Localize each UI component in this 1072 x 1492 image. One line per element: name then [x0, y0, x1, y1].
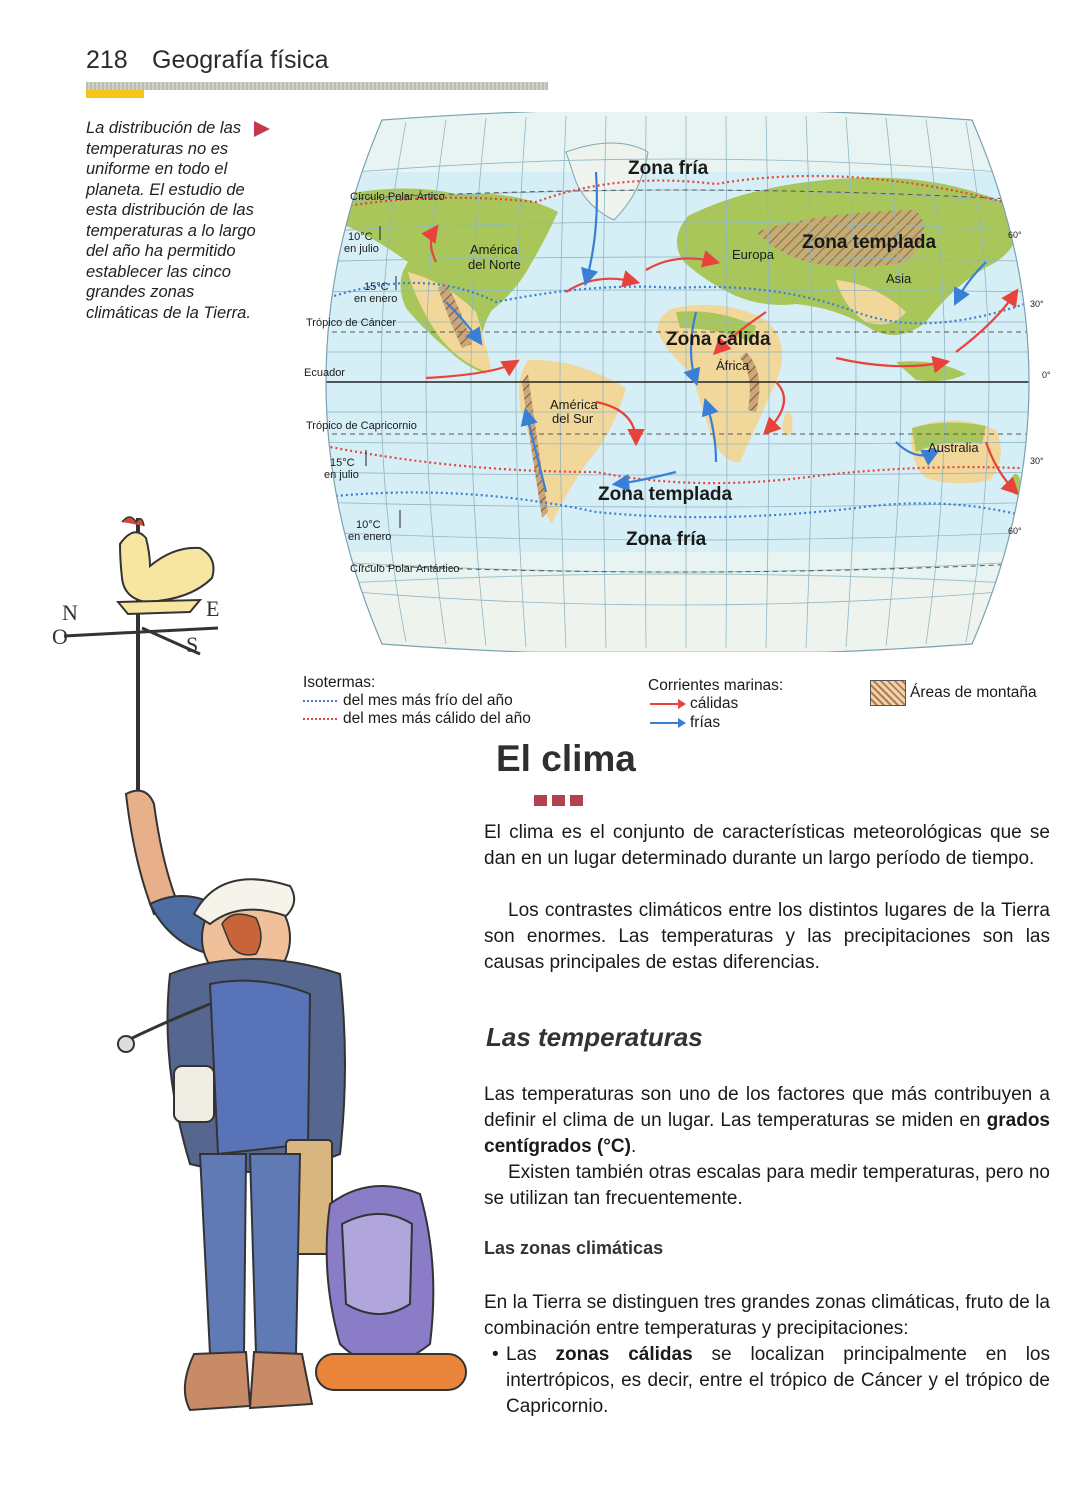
zone-label-north-temperate: Zona templada	[802, 232, 937, 253]
legend-current-cold-label: frías	[690, 714, 721, 731]
lat-label-s60: 60°	[1008, 526, 1022, 536]
zone-label-warm: Zona cálida	[666, 329, 771, 350]
isotherm-tag-s-jan-label: en enero	[348, 531, 392, 543]
bullet-icon: •	[492, 1344, 499, 1365]
label-north-america-2: del Norte	[468, 257, 521, 272]
svg-text:O: O	[52, 624, 68, 649]
svg-text:S: S	[186, 632, 199, 657]
legend-warm-dotline-icon	[303, 718, 337, 720]
label-tropic-capricorn: Trópico de Capricornio	[306, 420, 417, 432]
temperatures-paragraph-2: Existen también otras escalas para medir temperaturas, pero no se utilizan tan frecuentemente.	[484, 1162, 1050, 1209]
lat-label-s30: 30°	[1030, 456, 1044, 466]
legend-isotherm-cold-label: del mes más frío del año	[343, 692, 513, 709]
climate-zones-paragraph: En la Tierra se distinguen tres grandes zonas climáticas, fruto de la combinación entre temperaturas y precipitaciones:	[484, 1292, 1050, 1339]
temperatures-heading: Las temperaturas	[486, 1022, 703, 1052]
legend-isotherms-title: Isotermas:	[303, 674, 376, 691]
climate-zones-heading: Las zonas climáticas	[484, 1238, 664, 1258]
label-asia: Asia	[886, 271, 912, 286]
zone-label-north-cold: Zona fría	[628, 158, 709, 179]
map-caption: La distribución de las temperaturas no es uniforme en todo el planeta. El estudio de esta distribución de las temperaturas a lo largo del año ha permitido establecer las cinco grandes zonas climáticas de la Tierra.	[86, 119, 256, 322]
bullet-bold-term: zonas cálidas	[555, 1344, 693, 1365]
page-number: 218	[86, 46, 128, 74]
legend-currents-title: Corrientes marinas:	[648, 677, 784, 694]
label-south-america-1: América	[550, 397, 598, 412]
isotherm-tag-s-july-label: en julio	[324, 469, 359, 481]
label-australia: Australia	[928, 440, 979, 455]
caption-arrow-icon	[254, 121, 270, 137]
legend-isotherm-cold	[303, 692, 513, 710]
legend-cold-dotline-icon	[303, 700, 337, 702]
svg-text:N: N	[62, 600, 78, 625]
bullet-text-start: Las	[506, 1344, 556, 1365]
label-north-america-1: América	[470, 242, 518, 257]
intro-paragraph-1: El clima es el conjunto de características meteorológicas que se dan en un lugar determinado durante un largo período de tiempo.	[484, 822, 1050, 869]
legend-mountain-swatch-icon	[870, 680, 906, 706]
header-rule	[86, 82, 548, 90]
lat-label-n60: 60°	[1008, 230, 1022, 240]
rooster-shape	[120, 532, 214, 602]
legend-isotherm-warm-label: del mes más cálido del año	[343, 710, 531, 727]
temperatures-paragraph-1	[484, 1082, 1050, 1160]
legend-current-warm	[650, 695, 738, 713]
svg-text:E: E	[206, 596, 220, 621]
isotherm-tag-n-july-label: en julio	[344, 243, 379, 255]
isotherm-tag-s-july-temp: 15°C	[330, 457, 355, 469]
temperatures-p1-end: .	[630, 1136, 637, 1157]
intro-paragraph-2: Los contrastes climáticos entre los distintos lugares de la Tierra son enormes. Las temperaturas y las precipitaciones son las causas principales de estas diferencias.	[484, 900, 1050, 973]
label-south-america-2: del Sur	[552, 411, 594, 426]
zone-label-south-temperate: Zona templada	[598, 484, 733, 505]
temperatures-unit-bold: grados centígrados (°C)	[484, 1110, 1050, 1157]
main-title: El clima	[496, 738, 636, 779]
legend-warm-arrow-icon	[650, 703, 684, 705]
bullet-text-end: se localizan principalmente en los intertrópicos, es decir, entre el trópico de Cáncer y el trópico de Capricornio.	[506, 1344, 1050, 1417]
temperatures-p1-text: Las temperaturas son uno de los factores que más contribuyen a definir el clima de un lugar. Las temperaturas se miden en	[484, 1084, 1050, 1131]
zone-label-south-cold: Zona fría	[626, 529, 707, 550]
header-accent-bar	[86, 90, 144, 98]
isotherm-tag-s-jan-temp: 10°C	[356, 519, 381, 531]
section-title: Geografía física	[152, 46, 329, 74]
isotherm-tag-n-jan-label: en enero	[354, 293, 398, 305]
isotherm-tag-n-july-temp: 10°C	[348, 231, 373, 243]
legend-cold-arrow-icon	[650, 722, 684, 724]
label-tropic-cancer: Trópico de Cáncer	[306, 317, 397, 329]
lat-label-eq: 0°	[1042, 370, 1051, 380]
legend-isotherm-warm	[303, 710, 531, 728]
label-antarctic-circle: Círculo Polar Antártico	[350, 563, 460, 575]
title-decoration	[534, 793, 588, 811]
legend-mountains-label: Áreas de montaña	[910, 684, 1037, 701]
label-arctic-circle: Círculo Polar Ártico	[350, 191, 445, 203]
label-europe: Europa	[732, 247, 774, 262]
legend-current-cold	[650, 714, 720, 732]
lat-label-n30: 30°	[1030, 299, 1044, 309]
illustration-weather-observer	[50, 504, 470, 1452]
label-africa: África	[716, 358, 750, 373]
legend-current-warm-label: cálidas	[690, 695, 739, 712]
label-equator: Ecuador	[304, 367, 345, 379]
climate-zones-bullet	[492, 1342, 1050, 1420]
isotherm-tag-n-jan-temp: 15°C	[364, 281, 389, 293]
